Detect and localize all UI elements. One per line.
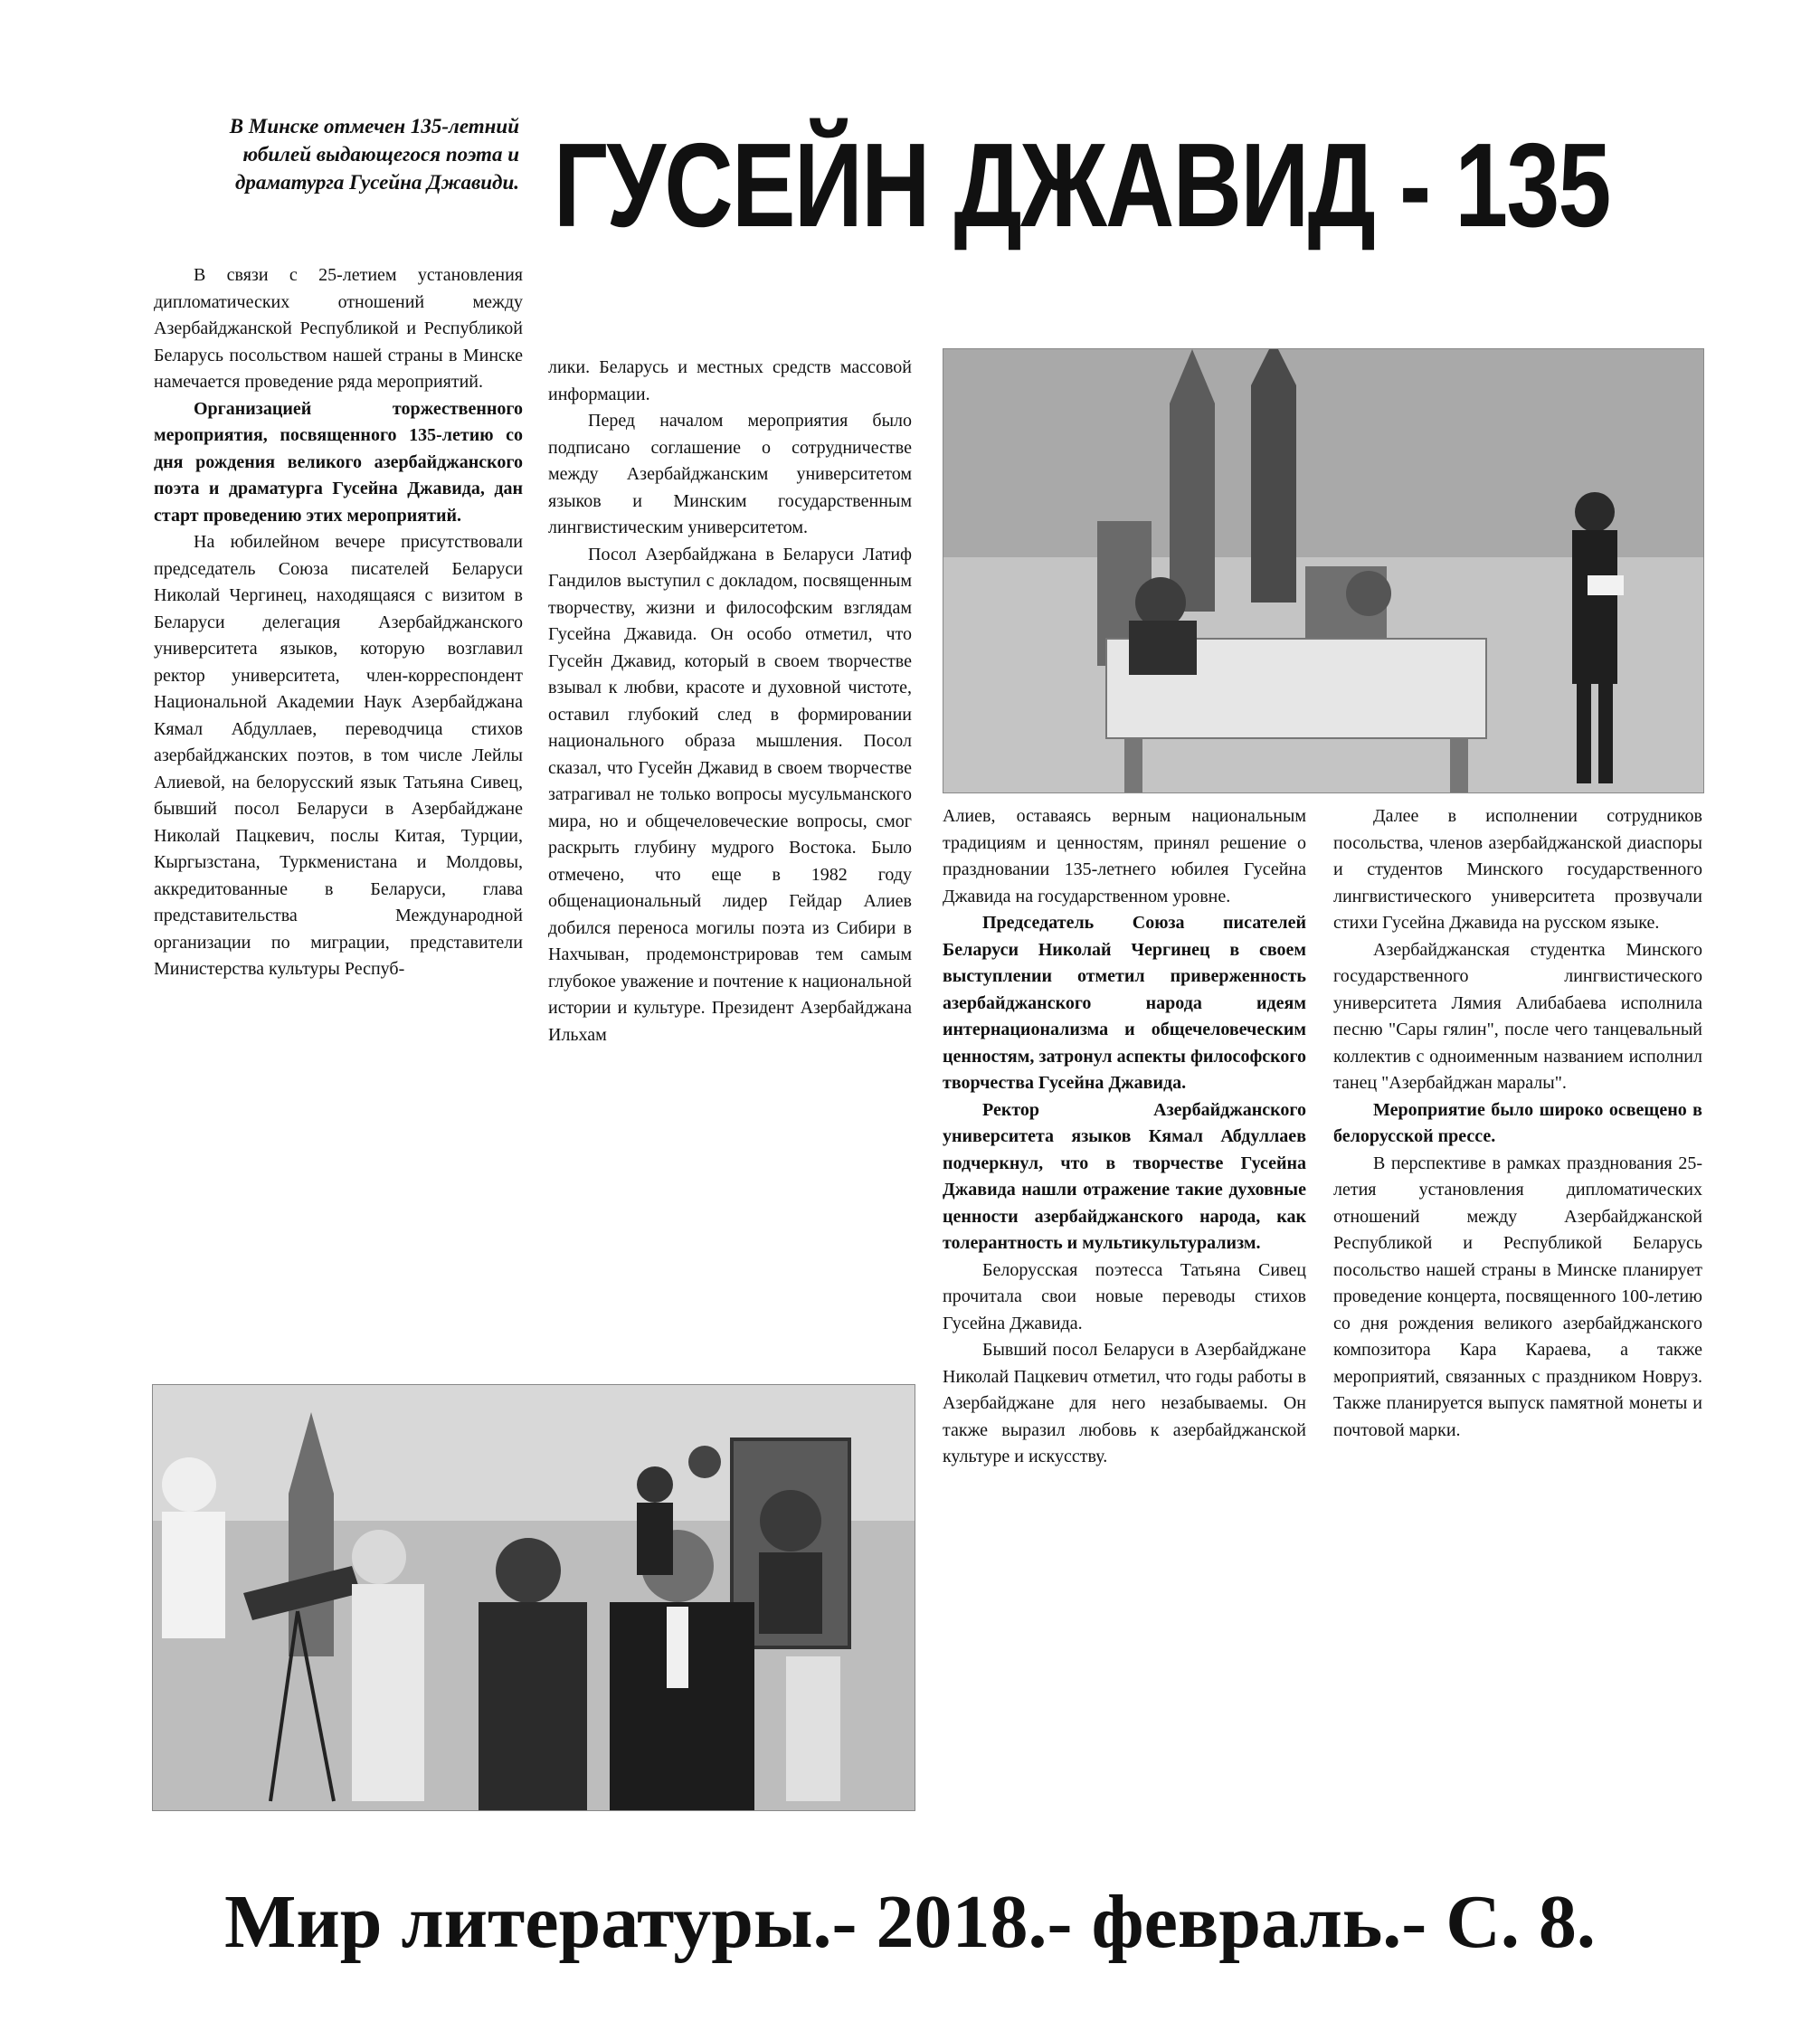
article-headline: ГУСЕЙН ДЖАВИД - 135 xyxy=(554,119,1610,251)
paragraph: Председатель Союза писателей Беларуси Николай Чергинец в своем выступлении отметил приверженность азербайджанского народа идеям интернационализма и общечеловеческим ценностям, затронул аспекты философского творчества Гусейна Джавида. xyxy=(943,913,1306,1093)
article-column-2 xyxy=(548,355,912,1048)
paragraph: Белорусская поэтесса Татьяна Сивец прочитала свои новые переводы стихов Гусейна Джавида. xyxy=(943,1259,1306,1333)
ceremony-photo-illustration xyxy=(943,349,1703,792)
source-citation: Мир литературы.- 2018.- февраль.- С. 8. xyxy=(224,1880,1596,1964)
article-column-3 xyxy=(943,803,1306,1471)
article-column-1 xyxy=(154,262,523,983)
paragraph: Организацией торжественного мероприятия, посвященного 135-летию со дня рождения великого азербайджанского поэта и драматурга Гусейна Джавида, дан старт проведению этих мероприятий. xyxy=(154,398,523,526)
reception-photo xyxy=(152,1384,915,1811)
reception-photo-illustration xyxy=(153,1385,915,1810)
paragraph: В перспективе в рамках празднования 25-летия установления дипломатических отношений между Азербайджанской Республикой и Республикой Беларусь посольство нашей страны в Минске планирует проведение концерта, посвященного 100-летию со дня рождения великого азербайджанского композитора Кара Караева, а также мероприятий, связанных с праздником Новруз. Также планируется выпуск памятной монеты и почтовой марки. xyxy=(1333,1153,1702,1440)
paragraph: Далее в исполнении сотрудников посольства, членов азербайджанской диаспоры и студентов Минского государственного лингвистического университета прозвучали стихи Гусейна Джавида на русском языке. xyxy=(1333,806,1702,933)
article-column-4 xyxy=(1333,803,1702,1444)
paragraph: Мероприятие было широко освещено в белорусской прессе. xyxy=(1333,1099,1702,1146)
ceremony-photo xyxy=(943,348,1704,793)
paragraph: Ректор Азербайджанского университета языков Кямал Абдуллаев подчеркнул, что в творчестве Гусейна Джавида нашли отражение такие духовные ценности азербайджанского народа, как толерантность и мультикультурализм. xyxy=(943,1099,1306,1253)
paragraph: В связи с 25-летием установления дипломатических отношений между Азербайджанской Республикой и Республикой Беларусь посольством нашей страны в Минске намечается проведение ряда мероприятий. xyxy=(154,265,523,392)
article-lede: В Минске отмечен 135-летний юбилей выдающегося поэта и драматурга Гусейна Джавиди. xyxy=(229,115,519,194)
paragraph: Азербайджанская студентка Минского государственного лингвистического университета Лямия Алибабаева исполнила песню "Сары гялин", после чего танцевальный коллектив с одноименным названием исполнил танец "Азербайджан маралы". xyxy=(1333,939,1702,1093)
paragraph: Алиев, оставаясь верным национальным традициям и ценностям, принял решение о праздновании 135-летнего юбилея Гусейна Джавида на государственном уровне. xyxy=(943,806,1306,906)
paragraph: Посол Азербайджана в Беларуси Латиф Гандилов выступил с докладом, посвященным творчеству, жизни и философским взглядам Гусейна Джавида. Он особо отметил, что Гусейн Джавид, который в своем творчестве взывал к любви, красоте и духовной чистоте, оставил глубокий след в формировании национального образа мышления. Посол сказал, что Гусейн Джавид в своем творчестве затрагивал не только вопросы мусульманского мира, но и общечеловеческие вопросы, смог раскрыть глубину мудрого Востока. Было отмечено, что еще в 1982 году общенациональный лидер Гейдар Алиев добился переноса могилы поэта из Сибири в Нахчыван, продемонстрировав тем самым глубокое уважение и почтение к национальной истории и культуре. Президент Азербайджана Ильхам xyxy=(548,544,912,1045)
paragraph: Перед началом мероприятия было подписано соглашение о сотрудничестве между Азербайджанским университетом языков и Минским государственным лингвистическим университетом. xyxy=(548,411,912,537)
paragraph: лики. Беларусь и местных средств массовой информации. xyxy=(548,357,912,404)
paragraph: Бывший посол Беларуси в Азербайджане Николай Пацкевич отметил, что годы работы в Азербайджане для него незабываемы. Он также выразил любовь к азербайджанской культуре и искусству. xyxy=(943,1340,1306,1466)
paragraph: На юбилейном вечере присутствовали председатель Союза писателей Беларуси Николай Чергинец, находящаяся с визитом в Беларуси делегация Азербайджанского университета языков, которую возглавил ректор университета, член-корреспондент Национальной Академии Наук Азербайджана Кямал Абдуллаев, переводчица стихов азербайджанских поэтов, в том числе Лейлы Алиевой, на белорусский язык Татьяна Сивец, бывший посол Беларуси в Азербайджане Николай Пацкевич, послы Китая, Турции, Кыргызстана, Туркменистана и Молдовы, аккредитованные в Беларуси, глава представительства Международной организации по миграции, представители Министерства культуры Респуб- xyxy=(154,532,523,979)
